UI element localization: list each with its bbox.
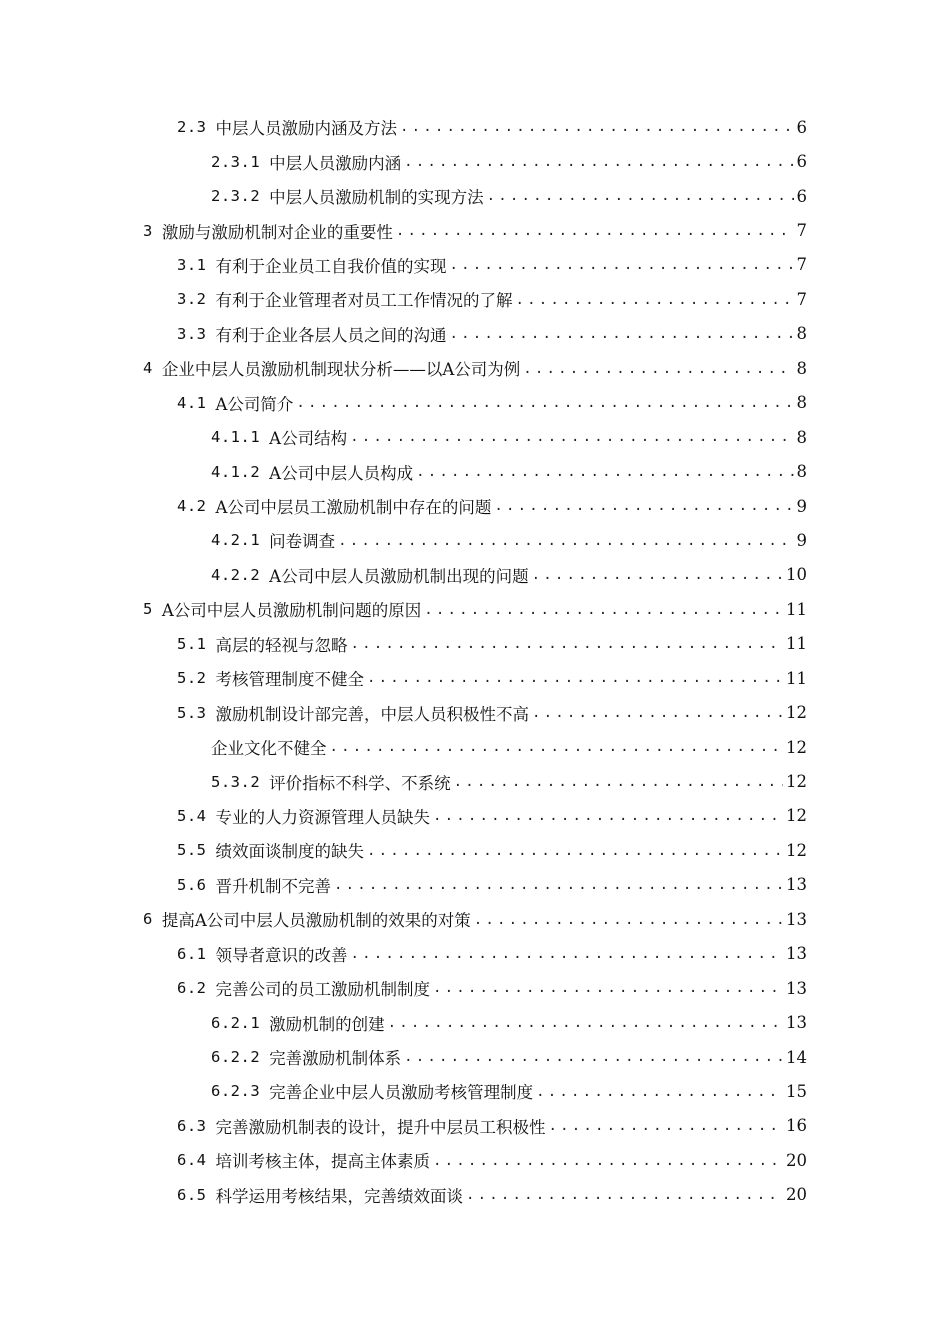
toc-entry-number: 6.2.2 xyxy=(211,1048,261,1067)
toc-entry-number: 4.2 xyxy=(177,497,207,516)
toc-entry-number: 5.5 xyxy=(177,841,207,860)
toc-entry[interactable] xyxy=(0,1109,950,1143)
toc-entry[interactable] xyxy=(0,386,950,420)
toc-entry-page-number: 12 xyxy=(786,840,807,860)
toc-entry-page-number: 15 xyxy=(786,1081,807,1101)
table-of-contents xyxy=(0,110,950,1212)
toc-entry-page-number: 9 xyxy=(796,496,807,516)
toc-entry-title: 科学运用考核结果，完善绩效面谈 xyxy=(215,1186,463,1206)
toc-entry[interactable] xyxy=(0,695,950,729)
toc-entry[interactable] xyxy=(0,179,950,213)
toc-entry-title: 绩效面谈制度的缺失 xyxy=(215,842,364,862)
toc-entry-number: 5 xyxy=(143,600,153,619)
toc-entry-title: 问卷调查 xyxy=(269,532,336,552)
toc-entry-number: 4.2.1 xyxy=(211,531,261,550)
toc-entry-number: 6.4 xyxy=(177,1151,207,1170)
toc-entry[interactable] xyxy=(0,592,950,626)
toc-dot-leader xyxy=(424,602,783,627)
toc-entry-title: 完善公司的员工激励机制制度 xyxy=(215,980,430,1000)
toc-entry-page-number: 13 xyxy=(786,1013,807,1033)
toc-dot-leader xyxy=(400,119,794,144)
toc-entry-page-number: 20 xyxy=(786,1185,807,1205)
toc-dot-leader xyxy=(350,429,793,454)
toc-entry-number: 4.2.2 xyxy=(211,565,261,584)
toc-dot-leader xyxy=(367,843,783,868)
toc-entry-number: 2.3.1 xyxy=(211,152,261,171)
toc-dot-leader xyxy=(334,877,783,902)
toc-entry-page-number: 12 xyxy=(786,772,807,792)
toc-entry-number: 5.2 xyxy=(177,669,207,688)
toc-dot-leader xyxy=(433,1153,783,1178)
toc-entry-page-number: 12 xyxy=(786,703,807,723)
toc-entry-number: 6.1 xyxy=(177,944,207,963)
toc-entry-title: 完善激励机制表的设计，提升中层员工积极性 xyxy=(215,1117,546,1137)
toc-entry-number: 2.3.2 xyxy=(211,187,261,206)
toc-entry-page-number: 9 xyxy=(796,530,807,550)
toc-entry-title: 中层人员激励机制的实现方法 xyxy=(269,188,484,208)
toc-entry-title: A公司简介 xyxy=(215,394,294,414)
toc-dot-leader xyxy=(404,154,793,179)
toc-entry-number: 5.3 xyxy=(177,703,207,722)
toc-entry[interactable] xyxy=(0,248,950,282)
toc-entry[interactable] xyxy=(0,454,950,488)
toc-entry[interactable] xyxy=(0,420,950,454)
toc-dot-leader xyxy=(450,257,794,282)
toc-entry-number: 5.3.2 xyxy=(211,772,261,791)
toc-entry[interactable] xyxy=(0,1143,950,1177)
toc-entry-number: 6.5 xyxy=(177,1185,207,1204)
toc-dot-leader xyxy=(388,1015,783,1040)
toc-dot-leader xyxy=(351,636,784,661)
toc-entry-title: 提高A公司中层人员激励机制的效果的对策 xyxy=(161,911,471,931)
toc-entry[interactable] xyxy=(0,558,950,592)
toc-entry-title: 培训考核主体，提高主体素质 xyxy=(215,1152,430,1172)
toc-entry-title: 完善激励机制体系 xyxy=(269,1049,402,1069)
toc-entry-page-number: 13 xyxy=(786,875,807,895)
toc-dot-leader xyxy=(516,292,794,317)
toc-entry-title: 有利于企业管理者对员工工作情况的了解 xyxy=(215,291,513,311)
toc-entry-title: 有利于企业员工自我价值的实现 xyxy=(215,256,447,276)
toc-entry-page-number: 11 xyxy=(786,599,807,619)
toc-entry[interactable] xyxy=(0,764,950,798)
toc-entry[interactable] xyxy=(0,833,950,867)
toc-entry-page-number: 7 xyxy=(796,289,807,309)
toc-entry-number: 4 xyxy=(143,359,153,378)
toc-entry[interactable] xyxy=(0,1040,950,1074)
toc-dot-leader xyxy=(367,670,783,695)
toc-entry-number: 3.1 xyxy=(177,255,207,274)
toc-entry-title: 考核管理制度不健全 xyxy=(215,670,364,690)
toc-entry-page-number: 8 xyxy=(796,358,807,378)
toc-entry-number: 3.2 xyxy=(177,290,207,309)
toc-dot-leader xyxy=(450,326,794,351)
toc-entry-page-number: 7 xyxy=(796,255,807,275)
toc-entry[interactable] xyxy=(0,868,950,902)
toc-entry-title: 企业文化不健全 xyxy=(211,739,327,759)
toc-entry-title: A公司中层人员激励机制问题的原因 xyxy=(161,601,422,621)
toc-entry-number: 5.4 xyxy=(177,806,207,825)
toc-entry[interactable] xyxy=(0,730,950,764)
toc-entry-page-number: 10 xyxy=(786,565,807,585)
toc-entry-number: 2.3 xyxy=(177,118,207,137)
toc-entry-page-number: 14 xyxy=(786,1047,807,1067)
toc-entry-number: 6.2.3 xyxy=(211,1082,261,1101)
toc-entry-title: A公司中层员工激励机制中存在的问题 xyxy=(215,498,492,518)
toc-entry[interactable] xyxy=(0,489,950,523)
toc-entry-number: 4.1 xyxy=(177,393,207,412)
toc-entry-title: 中层人员激励内涵及方法 xyxy=(215,119,397,139)
toc-entry-title: A公司中层人员激励机制出现的问题 xyxy=(269,566,529,586)
toc-entry-page-number: 13 xyxy=(786,909,807,929)
toc-entry[interactable] xyxy=(0,937,950,971)
toc-entry-number: 5.6 xyxy=(177,875,207,894)
toc-entry-number: 5.1 xyxy=(177,634,207,653)
toc-entry-title: 激励与激励机制对企业的重要性 xyxy=(161,222,393,242)
toc-entry-page-number: 20 xyxy=(786,1150,807,1170)
toc-dot-leader xyxy=(532,705,783,730)
toc-entry[interactable] xyxy=(0,523,950,557)
toc-entry[interactable] xyxy=(0,1178,950,1212)
toc-entry-title: A公司中层人员构成 xyxy=(269,463,414,483)
toc-dot-leader xyxy=(523,361,793,386)
toc-entry-title: 激励机制设计部完善，中层人员积极性不高 xyxy=(215,704,529,724)
toc-dot-leader xyxy=(487,188,794,213)
toc-dot-leader xyxy=(416,464,793,489)
toc-entry-page-number: 8 xyxy=(796,393,807,413)
toc-entry-page-number: 6 xyxy=(796,117,807,137)
toc-dot-leader xyxy=(296,395,793,420)
toc-dot-leader xyxy=(338,533,793,558)
toc-entry-page-number: 13 xyxy=(786,944,807,964)
toc-dot-leader xyxy=(532,567,783,592)
toc-entry-title: 中层人员激励内涵 xyxy=(269,153,402,173)
toc-entry-title: 专业的人力资源管理人员缺失 xyxy=(215,807,430,827)
toc-dot-leader xyxy=(433,980,783,1005)
toc-entry-title: 评价指标不科学、不系统 xyxy=(269,773,451,793)
toc-entry-number: 6.2 xyxy=(177,979,207,998)
toc-entry-page-number: 13 xyxy=(786,978,807,998)
toc-entry-page-number: 12 xyxy=(786,737,807,757)
toc-entry-page-number: 12 xyxy=(786,806,807,826)
toc-entry-page-number: 6 xyxy=(796,152,807,172)
toc-dot-leader xyxy=(536,1084,783,1109)
toc-entry[interactable] xyxy=(0,317,950,351)
toc-entry[interactable] xyxy=(0,661,950,695)
toc-entry-title: A公司结构 xyxy=(269,429,348,449)
toc-entry-number: 4.1.2 xyxy=(211,462,261,481)
toc-entry-number: 4.1.1 xyxy=(211,428,261,447)
toc-entry-title: 激励机制的创建 xyxy=(269,1014,385,1034)
toc-entry-page-number: 6 xyxy=(796,186,807,206)
toc-entry-number: 6 xyxy=(143,910,153,929)
toc-entry-page-number: 11 xyxy=(786,634,807,654)
toc-dot-leader xyxy=(396,223,794,248)
toc-entry-page-number: 8 xyxy=(796,462,807,482)
toc-entry[interactable] xyxy=(0,627,950,661)
toc-entry-number: 6.3 xyxy=(177,1116,207,1135)
toc-entry-title: 完善企业中层人员激励考核管理制度 xyxy=(269,1083,534,1103)
toc-entry-number: 3 xyxy=(143,221,153,240)
toc-entry[interactable] xyxy=(0,902,950,936)
toc-dot-leader xyxy=(330,739,784,764)
toc-dot-leader xyxy=(404,1049,783,1074)
toc-dot-leader xyxy=(454,774,783,799)
toc-entry-number: 6.2.1 xyxy=(211,1013,261,1032)
toc-entry-page-number: 11 xyxy=(786,668,807,688)
toc-entry[interactable] xyxy=(0,282,950,316)
toc-entry[interactable] xyxy=(0,110,950,144)
toc-dot-leader xyxy=(474,912,783,937)
toc-entry-page-number: 8 xyxy=(796,427,807,447)
toc-entry-title: 有利于企业各层人员之间的沟通 xyxy=(215,325,447,345)
toc-entry-title: 企业中层人员激励机制现状分析——以A公司为例 xyxy=(161,360,521,380)
toc-entry[interactable] xyxy=(0,799,950,833)
toc-entry[interactable] xyxy=(0,213,950,247)
toc-entry[interactable] xyxy=(0,351,950,385)
toc-entry-page-number: 8 xyxy=(796,324,807,344)
toc-dot-leader xyxy=(494,498,793,523)
toc-entry-title: 晋升机制不完善 xyxy=(215,876,331,896)
toc-entry[interactable] xyxy=(0,144,950,178)
toc-dot-leader xyxy=(433,808,783,833)
toc-dot-leader xyxy=(351,946,784,971)
toc-dot-leader xyxy=(466,1187,783,1212)
toc-entry[interactable] xyxy=(0,1005,950,1039)
toc-entry-title: 领导者意识的改善 xyxy=(215,945,348,965)
toc-entry[interactable] xyxy=(0,1074,950,1108)
toc-entry-title: 高层的轻视与忽略 xyxy=(215,635,348,655)
toc-entry-page-number: 7 xyxy=(796,221,807,241)
toc-dot-leader xyxy=(549,1118,784,1143)
toc-entry-page-number: 16 xyxy=(786,1116,807,1136)
toc-entry-number: 3.3 xyxy=(177,324,207,343)
toc-entry[interactable] xyxy=(0,971,950,1005)
